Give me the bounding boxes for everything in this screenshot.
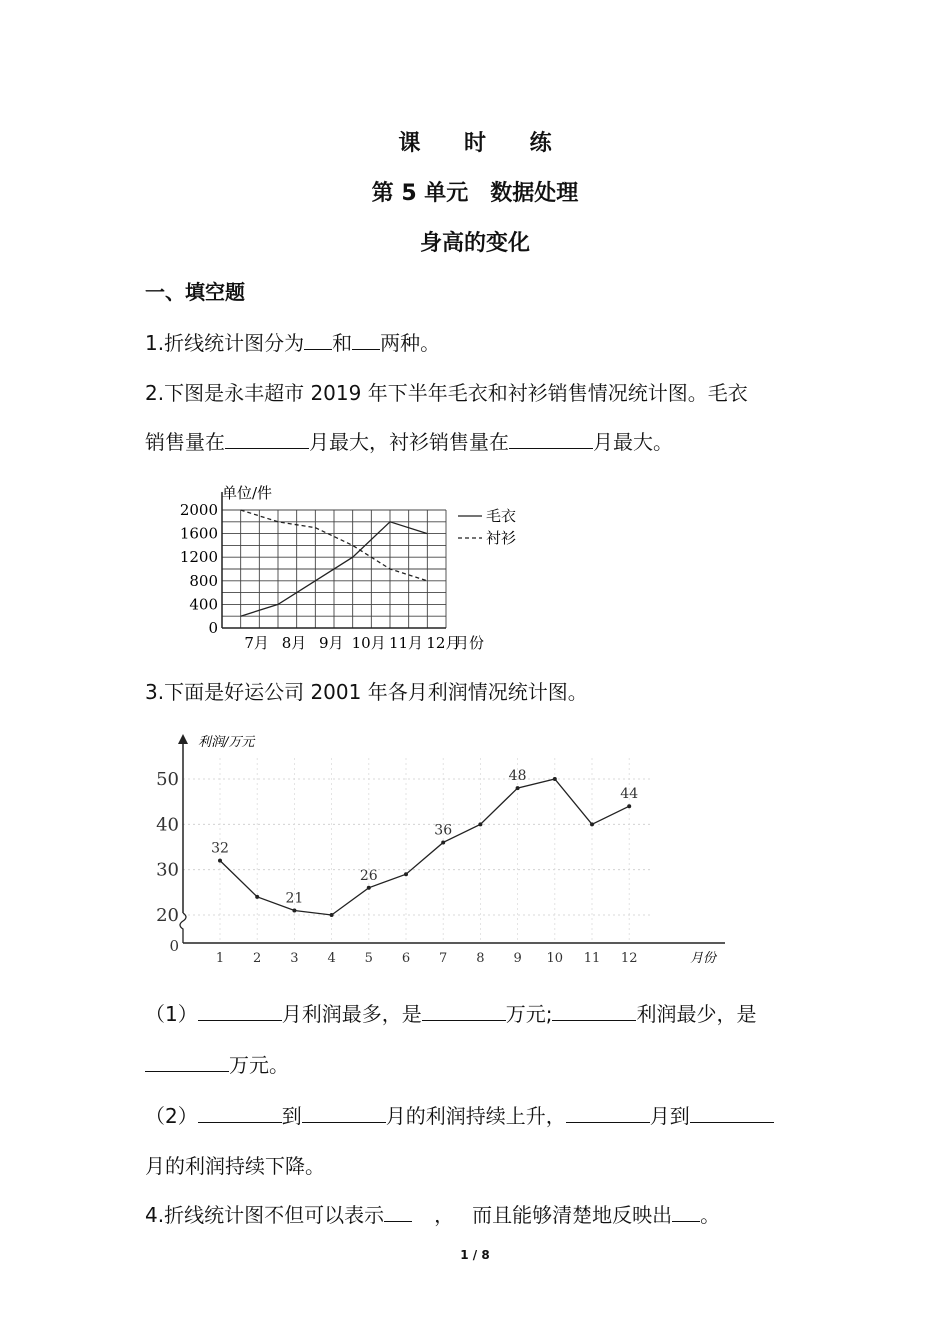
q3-1-blank-2[interactable] bbox=[422, 1002, 506, 1021]
chart1-x-tick-label: 11月 bbox=[388, 634, 424, 652]
unit-title: 第 5 单元 数据处理 bbox=[371, 181, 579, 206]
chart2-point bbox=[478, 822, 482, 826]
q3-2-text-d: 月到 bbox=[649, 1104, 690, 1128]
chart2-y-tick-label: 0 bbox=[169, 937, 179, 955]
chart2-point bbox=[404, 872, 408, 876]
question-4 bbox=[145, 1199, 825, 1228]
q2-text-a: 销售量在 bbox=[145, 430, 225, 454]
q3-2-label: （2） bbox=[145, 1104, 198, 1128]
q3-1-text-b: 月利润最多，是 bbox=[281, 1002, 422, 1026]
chart1-y-tick-label: 400 bbox=[189, 595, 218, 614]
chart2-point bbox=[218, 859, 222, 863]
chart2-x-tick-label: 8 bbox=[476, 951, 485, 966]
q3-2-blank-2[interactable] bbox=[302, 1104, 386, 1123]
question-2-line-1: 2.下图是永丰超市 2019 年下半年毛衣和衬衫销售情况统计图。毛衣 bbox=[145, 381, 748, 405]
profit-line-chart bbox=[150, 728, 740, 978]
chart1-y-tick-label: 800 bbox=[189, 571, 218, 590]
chart2-x-tick-label: 6 bbox=[401, 951, 411, 966]
chart2-y-tick-label: 50 bbox=[156, 769, 179, 790]
chart2-y-axis-label: 利润/万元 bbox=[198, 735, 255, 750]
chart2-x-tick-label: 10 bbox=[546, 951, 564, 966]
question-1 bbox=[145, 327, 825, 356]
chart2-x-tick-label: 9 bbox=[513, 951, 522, 966]
chart1-y-tick-label: 1200 bbox=[179, 548, 218, 567]
chart2-data-label: 48 bbox=[508, 768, 527, 785]
chart2-series bbox=[218, 777, 631, 917]
sales-line-chart bbox=[170, 478, 540, 658]
q3-1-text-e: 万元。 bbox=[229, 1053, 289, 1077]
q3-2-blank-4[interactable] bbox=[690, 1104, 774, 1123]
chart2-point bbox=[627, 804, 631, 808]
chart2-point bbox=[590, 822, 594, 826]
q4-blank-1[interactable] bbox=[384, 1203, 412, 1222]
chart2-axis-break bbox=[180, 913, 186, 943]
section-heading: 一、填空题 bbox=[145, 280, 245, 304]
chart1-legend bbox=[458, 507, 516, 547]
chart2-point bbox=[255, 895, 259, 899]
chart1-x-tick-label: 7月 bbox=[244, 634, 269, 652]
chart2-x-tick-label: 5 bbox=[364, 951, 373, 966]
page-number: 1 / 8 bbox=[460, 1248, 490, 1262]
chart2-labels bbox=[156, 768, 638, 966]
q3-1-text-c: 万元; bbox=[505, 1002, 553, 1026]
chart2-x-axis-label: 月份 bbox=[690, 951, 717, 966]
chart1-y-tick-label: 1600 bbox=[179, 524, 218, 543]
question-3-1-line-1 bbox=[145, 998, 825, 1027]
q2-text-c: 月最大。 bbox=[593, 430, 673, 454]
chart2-point bbox=[516, 786, 520, 790]
worksheet-title: 课 时 练 bbox=[398, 131, 570, 156]
chart2-data-label: 26 bbox=[359, 867, 378, 884]
chart2-x-tick-label: 12 bbox=[620, 951, 638, 966]
q1-blank-2[interactable] bbox=[352, 331, 380, 350]
chart2-x-tick-label: 4 bbox=[327, 951, 336, 966]
chart2-point bbox=[441, 840, 445, 844]
chart1-y-tick-label: 0 bbox=[208, 619, 218, 637]
chart1-y-axis-label: 单位/件 bbox=[222, 484, 273, 502]
q3-2-blank-1[interactable] bbox=[198, 1104, 282, 1123]
chart2-point bbox=[553, 777, 557, 781]
q4-text-c: 而且能够清楚地反映出 bbox=[472, 1203, 673, 1227]
question-3-1-line-2 bbox=[145, 1049, 825, 1078]
chart1-x-axis-label: 月份 bbox=[454, 634, 485, 652]
q3-1-blank-3[interactable] bbox=[552, 1002, 636, 1021]
q2-blank-2[interactable] bbox=[509, 430, 593, 449]
q4-blank-2[interactable] bbox=[672, 1203, 700, 1222]
question-3-2-line-2: 月的利润持续下降。 bbox=[145, 1154, 325, 1178]
chart2-point bbox=[330, 913, 334, 917]
chart2-x-tick-label: 1 bbox=[215, 951, 225, 966]
q1-prefix: 1.折线统计图分为 bbox=[145, 331, 305, 355]
q3-2-text-c: 月的利润持续上升， bbox=[385, 1104, 566, 1128]
q3-1-label: （1） bbox=[145, 1002, 198, 1026]
chart2-x-tick-label: 2 bbox=[253, 951, 262, 966]
q2-blank-1[interactable] bbox=[225, 430, 309, 449]
chart1-x-tick-label: 12月 bbox=[426, 634, 461, 652]
chart2-x-tick-label: 7 bbox=[439, 951, 448, 966]
chart1-x-tick-label: 9月 bbox=[319, 634, 344, 652]
q2-text-b: 月最大，衬衫销售量在 bbox=[309, 430, 509, 454]
chart2-data-label: 44 bbox=[620, 786, 639, 803]
chart1-legend-sweater: 毛衣 bbox=[486, 507, 517, 525]
chart2-x-tick-label: 11 bbox=[583, 951, 601, 966]
chart2-point bbox=[292, 908, 296, 912]
chart2-y-tick-label: 30 bbox=[156, 859, 179, 881]
chart2-data-label: 21 bbox=[285, 890, 304, 907]
chart2-point bbox=[367, 886, 371, 890]
q3-2-text-b: 到 bbox=[281, 1104, 302, 1128]
chart2-y-tick-label: 40 bbox=[156, 814, 179, 836]
question-3: 3.下面是好运公司 2001 年各月利润情况统计图。 bbox=[145, 680, 588, 704]
chart2-y-tick-label: 20 bbox=[156, 905, 179, 926]
q4-text-d: 。 bbox=[700, 1203, 721, 1227]
q3-1-text-d: 利润最少，是 bbox=[636, 1002, 757, 1026]
chart1-x-tick-label: 10月 bbox=[351, 634, 386, 652]
chart2-data-label: 32 bbox=[211, 840, 229, 857]
q1-mid: 和 bbox=[332, 331, 353, 355]
chart1-legend-shirt: 衬衫 bbox=[486, 529, 517, 547]
chart2-data-label: 36 bbox=[434, 822, 453, 839]
question-3-2-line-1 bbox=[145, 1100, 825, 1129]
lesson-title: 身高的变化 bbox=[419, 231, 530, 256]
q3-1-blank-1[interactable] bbox=[198, 1002, 282, 1021]
chart2-grid bbox=[183, 758, 650, 943]
chart1-y-tick-label: 2000 bbox=[179, 501, 218, 519]
chart2-profit-line bbox=[220, 779, 629, 915]
chart1-x-tick-label: 8月 bbox=[281, 634, 307, 652]
q4-text-b: ， bbox=[434, 1203, 455, 1227]
q1-blank-1[interactable] bbox=[304, 331, 332, 350]
chart2-x-tick-label: 3 bbox=[290, 951, 299, 966]
q3-1-blank-4[interactable] bbox=[145, 1053, 229, 1072]
chart2-y-arrow bbox=[178, 734, 188, 744]
q4-text-a: 4.折线统计图不但可以表示 bbox=[145, 1203, 385, 1227]
q3-2-blank-3[interactable] bbox=[566, 1104, 650, 1123]
q1-suffix: 两种。 bbox=[380, 331, 441, 355]
question-2-line-2 bbox=[145, 426, 825, 455]
